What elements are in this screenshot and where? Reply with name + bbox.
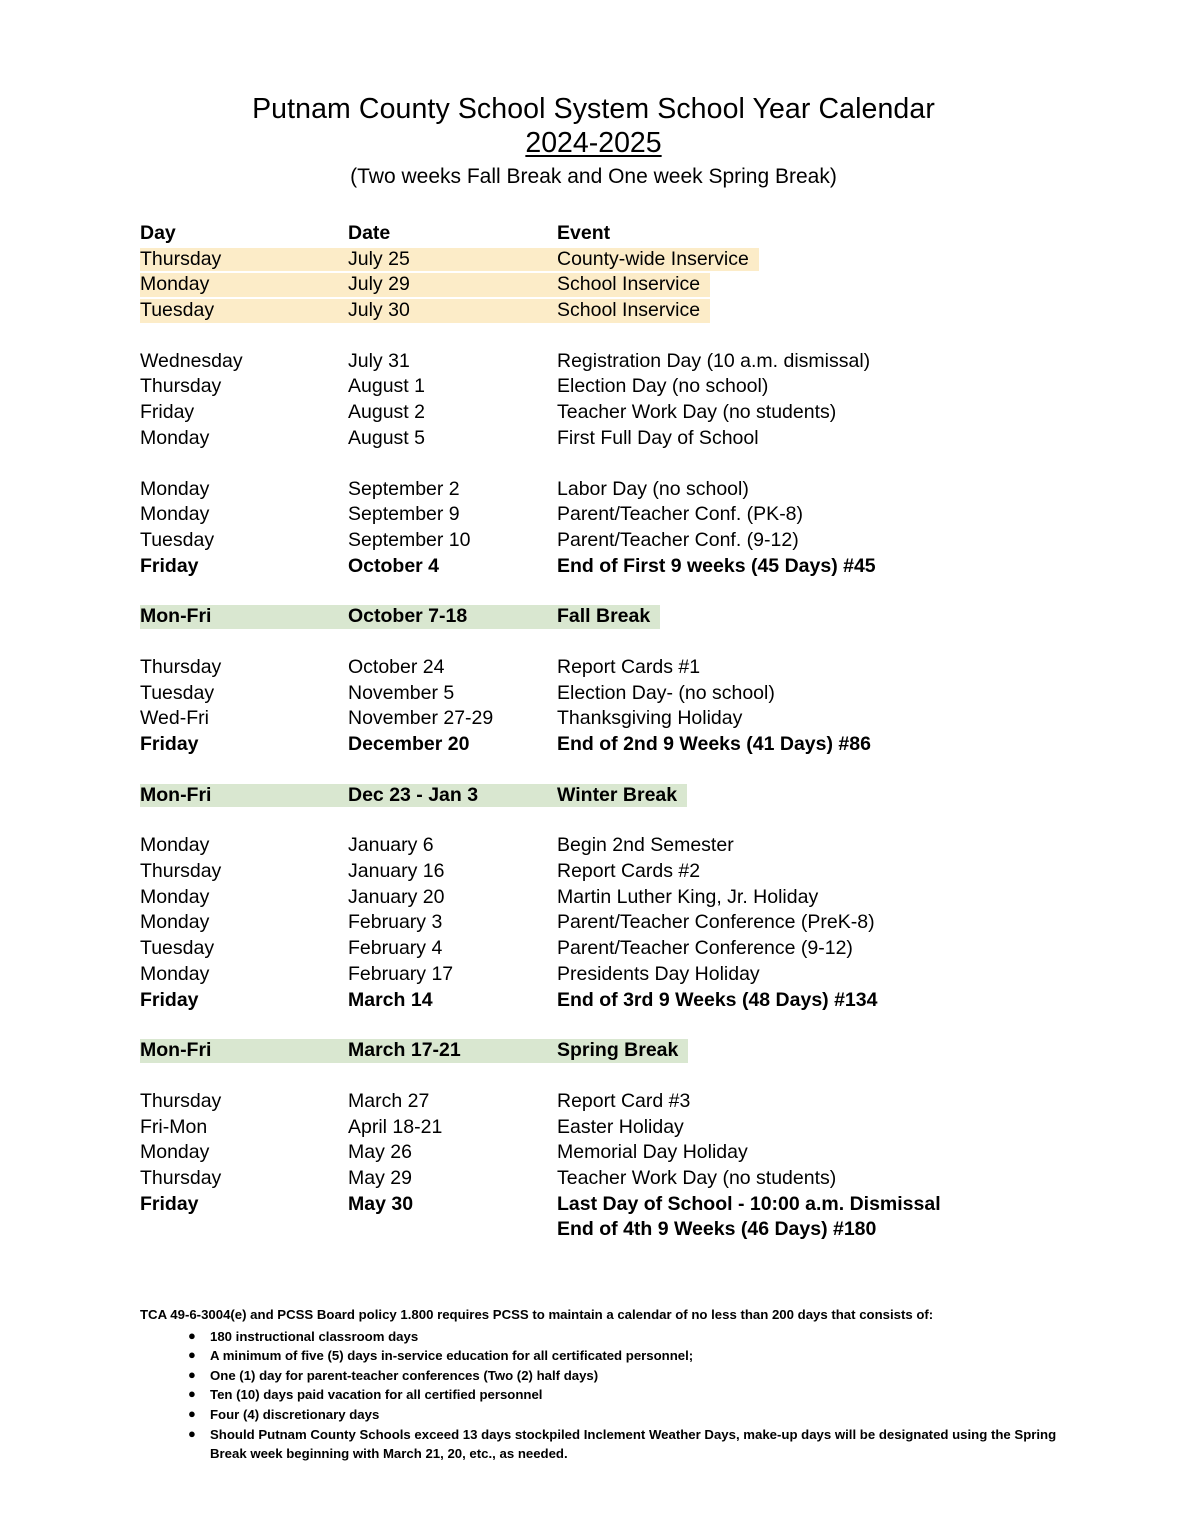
cell-date: September 9 <box>348 503 460 526</box>
cell-date: November 27-29 <box>348 707 494 730</box>
table-row <box>140 426 1040 452</box>
cell-event: Memorial Day Holiday <box>557 1141 748 1164</box>
table-row <box>140 272 1040 298</box>
cell-event: Last Day of School - 10:00 a.m. Dismissal <box>557 1192 941 1215</box>
cell-event: Fall Break <box>557 605 651 628</box>
cell-date: October 7-18 <box>348 605 468 628</box>
row-group-spacer <box>140 579 1040 604</box>
cell-event: Winter Break <box>557 783 678 806</box>
calendar-table <box>140 221 1040 1243</box>
cell-event: Parent/Teacher Conf. (PK-8) <box>557 503 804 526</box>
document-header <box>0 0 1187 191</box>
bullet-icon <box>188 1384 196 1404</box>
table-row <box>140 732 1040 758</box>
cell-day: Monday <box>140 426 210 449</box>
cell-day: Monday <box>140 1141 210 1164</box>
bullet-icon <box>188 1424 196 1444</box>
table-row <box>140 1166 1040 1192</box>
table-row <box>140 988 1040 1014</box>
column-header-day: Day <box>140 222 176 244</box>
cell-day: Friday <box>140 988 199 1011</box>
cell-date: March 27 <box>348 1089 430 1112</box>
cell-day: Monday <box>140 962 210 985</box>
cell-day: Mon-Fri <box>140 605 212 628</box>
cell-date: January 20 <box>348 885 445 908</box>
cell-day: Friday <box>140 733 199 755</box>
cell-day: Monday <box>140 503 210 526</box>
table-row <box>140 400 1040 426</box>
cell-date: February 4 <box>348 937 443 960</box>
cell-date: February 3 <box>348 911 443 934</box>
cell-event: Parent/Teacher Conf. (9-12) <box>557 528 799 551</box>
cell-day: Thursday <box>140 1089 222 1112</box>
row-group-spacer <box>140 808 1040 833</box>
cell-date: May 26 <box>348 1141 412 1164</box>
table-row <box>140 1140 1040 1166</box>
cell-event: Parent/Teacher Conference (9-12) <box>557 937 853 960</box>
cell-day: Friday <box>140 401 195 424</box>
column-header-event: Event <box>557 222 611 244</box>
footer-list-item <box>140 1425 1075 1464</box>
cell-date: December 20 <box>348 733 470 755</box>
cell-date: August 1 <box>348 375 425 398</box>
cell-event: Teacher Work Day (no students) <box>557 1166 837 1189</box>
table-header-row <box>140 221 1040 247</box>
table-row <box>140 783 1040 809</box>
cell-event: Presidents Day Holiday <box>557 962 760 985</box>
document-subtitle: (Two weeks Fall Break and One week Spring Break) <box>350 165 837 188</box>
cell-date: March 14 <box>348 988 433 1011</box>
table-row <box>140 1115 1040 1141</box>
footer-list-item-text: Should Putnam County Schools exceed 13 days stockpiled Inclement Weather Days, make-up days will be designated using the Spring Break week beginning with March 21, 20, etc., as needed. <box>210 1426 1057 1462</box>
cell-date: September 10 <box>348 528 471 551</box>
cell-day: Tuesday <box>140 937 215 960</box>
cell-day: Wednesday <box>140 349 243 372</box>
footer-list-item <box>140 1366 1075 1386</box>
cell-day: Monday <box>140 834 210 857</box>
cell-day: Monday <box>140 911 210 934</box>
cell-event: First Full Day of School <box>557 426 759 449</box>
row-group-spacer <box>140 630 1040 655</box>
table-row <box>140 1038 1040 1064</box>
cell-date: April 18-21 <box>348 1115 443 1138</box>
footer-list-item-text: A minimum of five (5) days in-service education for all certificated personnel; <box>210 1348 694 1364</box>
row-group-spacer <box>140 324 1040 349</box>
cell-day: Thursday <box>140 375 222 398</box>
cell-date: July 30 <box>348 299 410 322</box>
cell-day: Monday <box>140 885 210 908</box>
footer-list-item <box>140 1405 1075 1425</box>
footer-list-item <box>140 1346 1075 1366</box>
cell-date: November 5 <box>348 681 455 704</box>
table-row <box>140 374 1040 400</box>
cell-date: July 31 <box>348 349 410 372</box>
footer-intro-text: TCA 49-6-3004(e) and PCSS Board policy 1.800 requires PCSS to maintain a calendar of no less than 200 days that consists of: <box>140 1307 934 1322</box>
cell-day: Monday <box>140 273 210 296</box>
table-row <box>140 962 1040 988</box>
cell-date: May 29 <box>348 1166 412 1189</box>
cell-day: Mon-Fri <box>140 1039 212 1062</box>
cell-day: Thursday <box>140 247 222 270</box>
cell-event: End of 3rd 9 Weeks (48 Days) #134 <box>557 988 878 1011</box>
table-row <box>140 936 1040 962</box>
footer-requirements-list <box>140 1327 1075 1464</box>
table-row <box>140 910 1040 936</box>
cell-day: Fri-Mon <box>140 1115 208 1138</box>
cell-event: Easter Holiday <box>557 1115 684 1138</box>
table-row <box>140 528 1040 554</box>
cell-date: September 2 <box>348 477 460 500</box>
table-row <box>140 604 1040 630</box>
table-row-continuation: End of 4th 9 Weeks (46 Days) #180 <box>557 1218 877 1241</box>
cell-date: August 5 <box>348 426 425 449</box>
table-row <box>140 681 1040 707</box>
table-row <box>140 1089 1040 1115</box>
table-row <box>140 554 1040 580</box>
cell-date: May 30 <box>348 1192 414 1215</box>
cell-day: Monday <box>140 477 210 500</box>
footer-list-item-text: One (1) day for parent-teacher conferences (Two (2) half days) <box>210 1367 599 1383</box>
cell-event: Spring Break <box>557 1039 679 1062</box>
cell-date: July 25 <box>348 247 410 270</box>
table-row <box>140 349 1040 375</box>
footer-list-item-text: 180 instructional classroom days <box>210 1328 419 1344</box>
cell-event: End of 2nd 9 Weeks (41 Days) #86 <box>557 733 871 755</box>
cell-event: Election Day- (no school) <box>557 681 775 704</box>
bullet-icon <box>188 1365 196 1385</box>
footer-policy-note <box>140 1305 1075 1464</box>
cell-date: Dec 23 - Jan 3 <box>348 783 479 806</box>
document-title: Putnam County School System School Year Calendar <box>252 93 935 125</box>
row-group-spacer <box>140 452 1040 477</box>
cell-event: Report Cards #1 <box>557 655 701 678</box>
row-group-spacer <box>140 758 1040 783</box>
cell-date: August 2 <box>348 401 425 424</box>
table-row <box>140 1192 1040 1218</box>
document-school-year: 2024-2025 <box>525 127 662 159</box>
cell-day: Thursday <box>140 655 222 678</box>
bullet-icon <box>188 1404 196 1424</box>
cell-event: Martin Luther King, Jr. Holiday <box>557 885 819 908</box>
table-row <box>140 502 1040 528</box>
cell-event: End of First 9 weeks (45 Days) #45 <box>557 554 876 577</box>
table-row <box>140 477 1040 503</box>
cell-day: Friday <box>140 1192 199 1215</box>
cell-date: July 29 <box>348 273 410 296</box>
table-row <box>140 247 1040 273</box>
cell-day: Mon-Fri <box>140 783 212 806</box>
cell-date: January 6 <box>348 834 434 857</box>
table-row <box>140 885 1040 911</box>
footer-list-item-text: Four (4) discretionary days <box>210 1406 380 1422</box>
cell-event: Begin 2nd Semester <box>557 834 734 857</box>
cell-date: October 4 <box>348 554 440 577</box>
cell-event: School Inservice <box>557 273 701 296</box>
cell-date: February 17 <box>348 962 454 985</box>
cell-event: School Inservice <box>557 299 701 322</box>
table-row <box>140 859 1040 885</box>
cell-event: Teacher Work Day (no students) <box>557 401 837 424</box>
row-group-spacer <box>140 1013 1040 1038</box>
cell-event: County-wide Inservice <box>557 247 749 270</box>
cell-date: January 16 <box>348 860 445 883</box>
cell-event: Labor Day (no school) <box>557 477 749 500</box>
table-row <box>140 833 1040 859</box>
cell-day: Tuesday <box>140 681 215 704</box>
cell-event: Thanksgiving Holiday <box>557 707 743 730</box>
column-header-date: Date <box>348 222 391 244</box>
cell-day: Tuesday <box>140 299 215 322</box>
cell-event: Report Cards #2 <box>557 860 701 883</box>
table-row <box>140 706 1040 732</box>
bullet-icon <box>188 1326 196 1346</box>
cell-event: Registration Day (10 a.m. dismissal) <box>557 349 871 372</box>
bullet-icon <box>188 1345 196 1365</box>
cell-day: Thursday <box>140 860 222 883</box>
cell-event: Election Day (no school) <box>557 375 769 398</box>
footer-list-item <box>140 1327 1075 1347</box>
cell-day: Wed-Fri <box>140 707 209 730</box>
cell-date: March 17-21 <box>348 1039 461 1062</box>
cell-date: October 24 <box>348 655 445 678</box>
table-row <box>140 655 1040 681</box>
footer-list-item <box>140 1385 1075 1405</box>
cell-day: Thursday <box>140 1166 222 1189</box>
cell-event: Parent/Teacher Conference (PreK-8) <box>557 911 875 934</box>
row-group-spacer <box>140 1064 1040 1089</box>
cell-day: Tuesday <box>140 528 215 551</box>
cell-event: Report Card #3 <box>557 1089 691 1112</box>
table-row <box>140 298 1040 324</box>
footer-list-item-text: Ten (10) days paid vacation for all certified personnel <box>210 1387 543 1403</box>
cell-day: Friday <box>140 554 199 577</box>
